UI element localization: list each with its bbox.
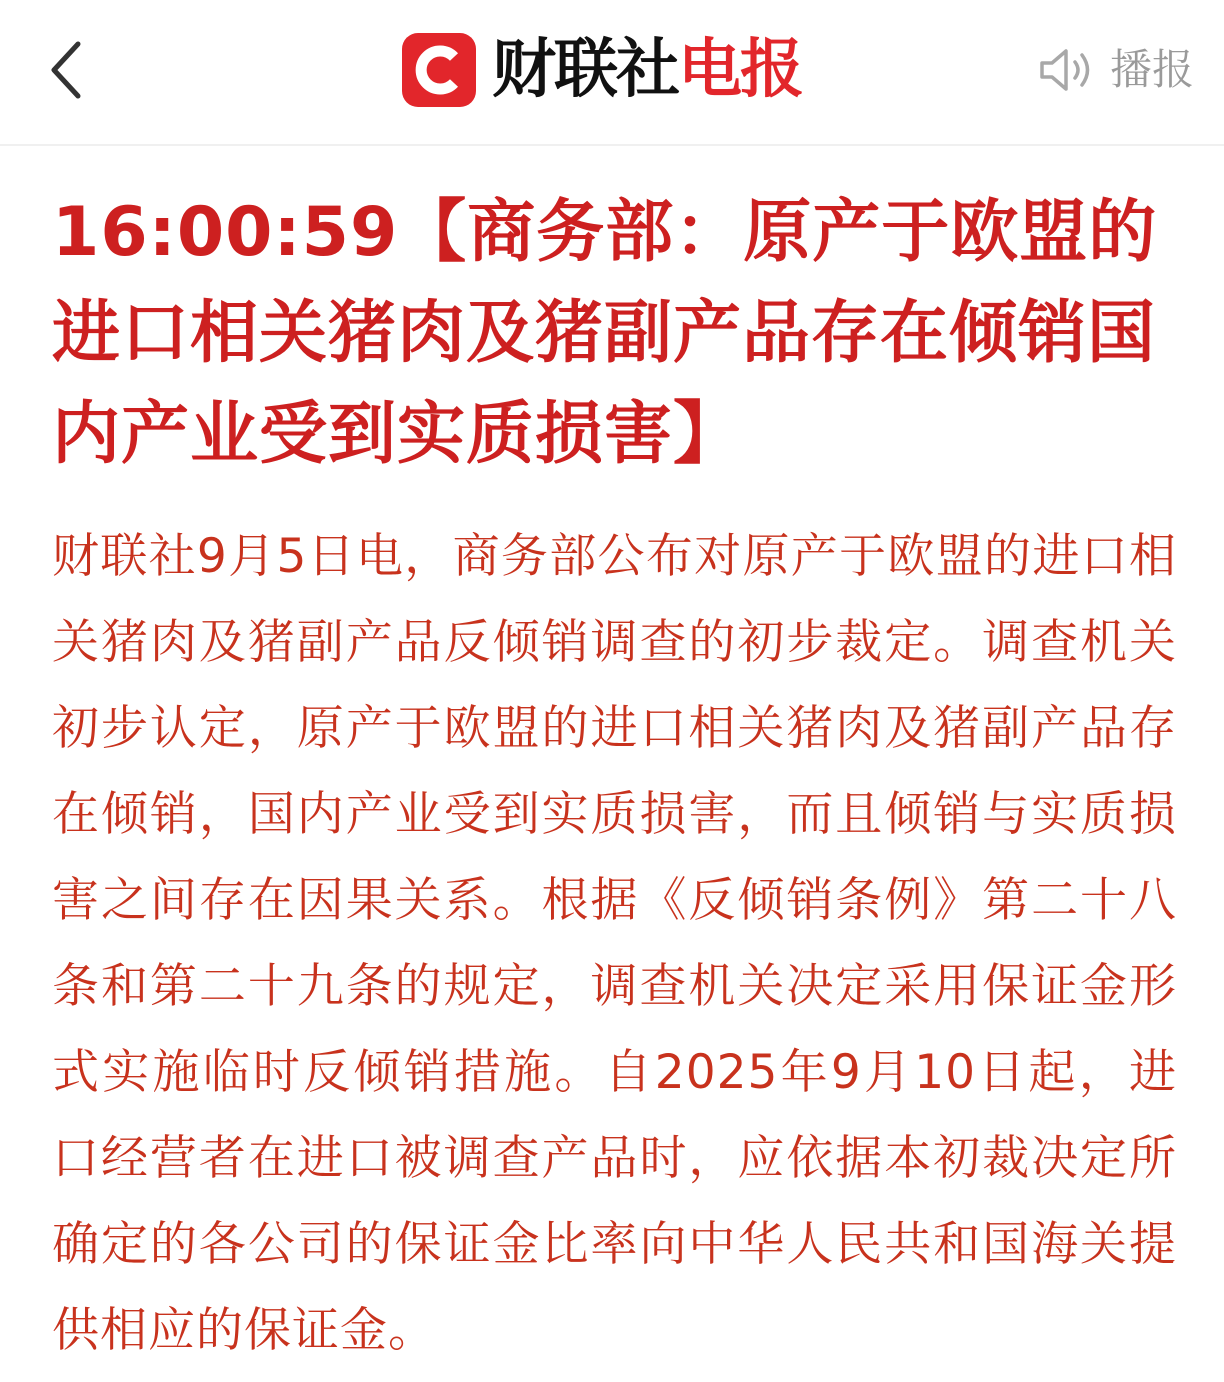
brand-name: 财联社 [492,33,678,107]
broadcast-label: 播报 [1110,45,1195,94]
back-button[interactable] [44,38,94,102]
brand-c-icon [402,33,476,107]
brand-suffix: 电报 [678,33,802,107]
top-navigation-bar [0,0,1224,146]
chevron-left-icon [44,38,94,102]
article-headline: 16:00:59【商务部：原产于欧盟的进口相关猪肉及猪副产品存在倾销国内产业受到实质损害】 [52,193,1158,474]
speaker-icon [1038,46,1096,94]
article-body: 财联社9月5日电，商务部公布对原产于欧盟的进口相关猪肉及猪副产品反倾销调查的初步裁定。调查机关初步认定，原产于欧盟的进口相关猪肉及猪副产品存在倾销，国内产业受到实质损害，而且倾销与实质损害之间存在因果关系。根据《反倾销条例》第二十八条和第二十九条的规定，调查机关决定采用保证金形式实施临时反倾销措施。自2025年9月10日起，进口经营者在进口被调查产品时，应依据本初裁决定所确定的各公司的保证金比率向中华人民共和国海关提供相应的保证金。 [52,529,1177,1358]
broadcast-button[interactable] [1038,40,1194,100]
brand-logo [402,30,802,110]
